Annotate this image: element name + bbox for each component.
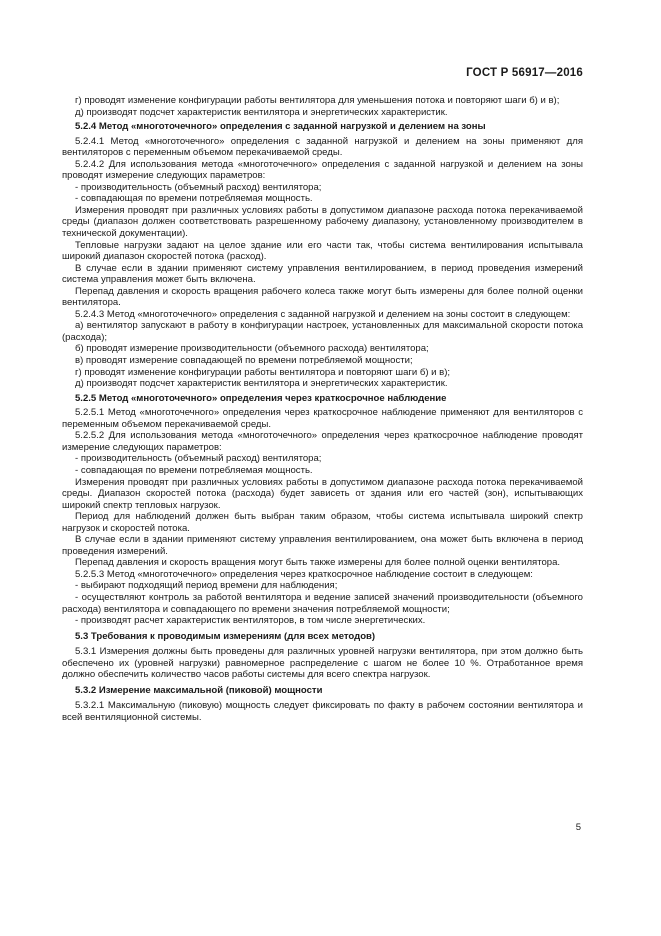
paragraph: в) проводят измерение совпадающей по времени потребляемой мощности; [75, 355, 413, 367]
section-heading: 5.3.2 Измерение максимальной (пиковой) мощности [75, 684, 323, 696]
paragraph: - выбирают подходящий период времени для наблюдения; [75, 580, 338, 592]
paragraph: - производительность (объемный расход) вентилятора; [75, 181, 322, 193]
paragraph: 5.2.5.2 Для использования метода «многоточечного» определения через краткосрочное наблюдение проводят измерение следующих параметров: [62, 430, 583, 453]
paragraph: - производительность (объемный расход) вентилятора; [75, 453, 322, 465]
paragraph: г) проводят изменение конфигурации работы вентилятора для уменьшения потока и повторяют шаги б) и в); [75, 95, 560, 106]
paragraph: Перепад давления и скорость вращения могут быть также измерены для более полной оценки вентилятора. [75, 557, 561, 569]
paragraph: - совпадающая по времени потребляемая мощность. [75, 464, 313, 476]
paragraph: В случае если в здании применяют систему управления вентилированием, в период проведения измерений система управления может быть включена. [62, 262, 583, 286]
standard-designation: ГОСТ Р 56917—2016 [466, 67, 583, 79]
section-heading: 5.2.5 Метод «многоточечного» определения через краткосрочное наблюдение [75, 392, 447, 404]
paragraph: Тепловые нагрузки задают на целое здание или его части так, чтобы система вентилирования испытывала широкий диапазон скоростей потока (расход). [62, 239, 583, 263]
paragraph: г) проводят изменение конфигурации работы вентилятора и повторяют шаги б) и в); [75, 366, 451, 378]
document-body [62, 95, 583, 723]
paragraph: б) проводят измерение производительности (объемного расхода) вентилятора; [75, 343, 429, 355]
paragraph: 5.2.5.1 Метод «многоточечного» определения через краткосрочное наблюдение применяют для вентиляторов с переменным объемом перекачиваемой среды. [62, 407, 583, 430]
paragraph: 5.2.5.3 Метод «многоточечного» определения через краткосрочное наблюдение состоит в следующем: [75, 568, 533, 580]
paragraph: 5.2.4.3 Метод «многоточечного» определения с заданной нагрузкой и делением на зоны состоит в следующем: [75, 308, 571, 320]
paragraph: Измерения проводят при различных условиях работы в допустимом диапазоне расхода потока перекачиваемой среды (диапазон должен соответствовать разрешенному рабочему диапазону, установленному производителем в технической документации). [62, 204, 583, 240]
paragraph: 5.2.4.1 Метод «многоточечного» определения с заданной нагрузкой и делением на зоны применяют для вентиляторов с переменным объемом перекачиваемой среды. [62, 135, 583, 159]
section-heading: 5.2.4 Метод «многоточечного» определения с заданной нагрузкой и делением на зоны [75, 121, 486, 133]
paragraph: 5.2.4.2 Для использования метода «многоточечного» определения с заданной нагрузкой и делением на зоны проводят измерение следующих параметров: [62, 158, 583, 182]
paragraph: д) производят подсчет характеристик вентилятора и энергетических характеристик. [75, 106, 448, 118]
paragraph: а) вентилятор запускают в работу в конфигурации настроек, установленных для максимальной скорости потока (расхода); [62, 320, 583, 343]
paragraph: 5.3.1 Измерения должны быть проведены для различных уровней нагрузки вентилятора, при этом должно быть обеспечено их (уровней нагрузки) равномерное распределение с шагом не более 10 %. Отработанное время должно обеспечить количество часов работы системы для всего спектра нагрузок. [62, 646, 583, 681]
paragraph: 5.3.2.1 Максимальную (пиковую) мощность следует фиксировать по факту в рабочем состоянии вентилятора и всей вентиляционной системы. [62, 700, 583, 723]
paragraph: - осуществляют контроль за работой вентилятора и ведение записей значений производительности (объемного расхода) вентилятора и совпадающего по времени значения потребляемой мощности; [62, 591, 583, 615]
paragraph: Период для наблюдений должен быть выбран таким образом, чтобы система испытывала широкий спектр нагрузок и скоростей потока. [62, 511, 583, 534]
paragraph: д) производят подсчет характеристик вентилятора и энергетических характеристик. [75, 378, 448, 390]
paragraph: Измерения проводят при различных условиях работы в допустимом диапазоне расхода потока перекачиваемой среды. Диапазон скоростей потока (расхода) будет зависеть от здания или его частей (зон), испытывающих широкий спектр тепловых нагрузок. [62, 476, 583, 511]
section-heading: 5.3 Требования к проводимым измерениям (для всех методов) [75, 630, 376, 642]
paragraph: Перепад давления и скорость вращения рабочего колеса также могут быть измерены для более полной оценки вентилятора. [62, 285, 583, 309]
paragraph: - совпадающая по времени потребляемая мощность. [75, 193, 313, 205]
page-number: 5 [575, 822, 581, 833]
paragraph: - производят расчет характеристик вентиляторов, в том числе энергетических. [75, 615, 426, 627]
paragraph: В случае если в здании применяют систему управления вентилированием, она может быть включена в период проведения измерений. [62, 534, 583, 557]
